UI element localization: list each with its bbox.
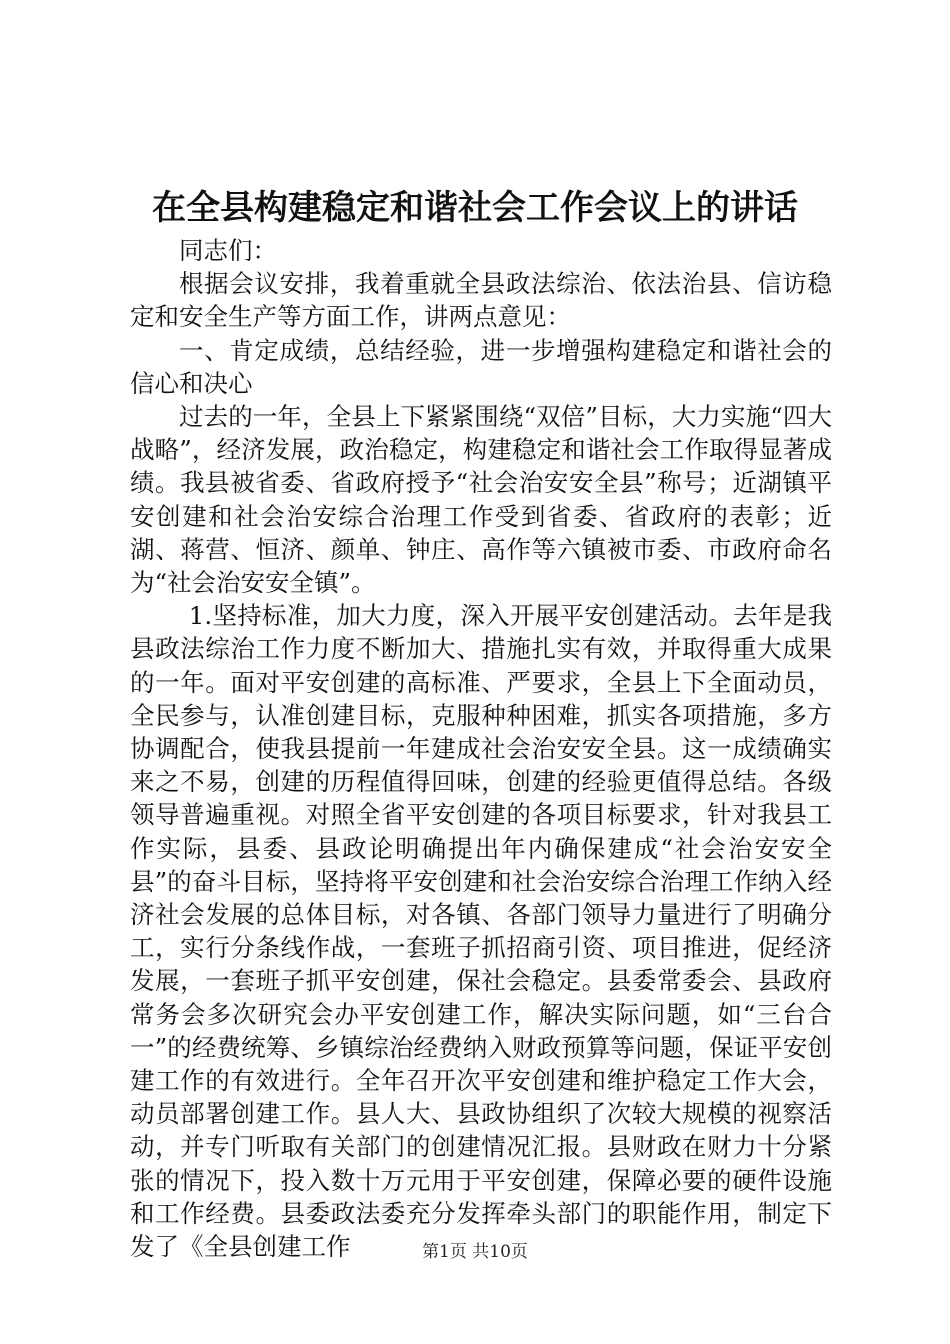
section-heading: 一、肯定成绩，总结经验，进一步增强构建稳定和谐社会的信心和决心 — [130, 335, 832, 398]
paragraph-intro: 根据会议安排，我着重就全县政法综治、依法治县、信访稳定和安全生产等方面工作，讲两点意见： — [130, 269, 832, 332]
paragraph-achievements: 过去的一年，全县上下紧紧围绕“双倍”目标，大力实施“四大战略”，经济发展，政治稳定，构建稳定和谐社会工作取得显著成绩。我县被省委、省政府授予“社会治安安全县”称号；近湖镇平安创建和社会治安综合治理工作受到省委、省政府的表彰；近湖、蒋营、恒济、颜单、钟庄、高作等六镇被市委、市政府命名为“社会治安安全镇”。 — [130, 402, 832, 598]
salutation: 同志们： — [179, 236, 277, 265]
page-footer: 第1页 共10页 — [422, 1242, 528, 1262]
document-title: 在全县构建稳定和谐社会工作会议上的讲话 — [152, 188, 798, 228]
document-body — [130, 234, 832, 1263]
paragraph-item-1: 1.坚持标准，加大力度，深入开展平安创建活动。去年是我县政法综治工作力度不断加大、措施扎实有效，并取得重大成果的一年。面对平安创建的高标准、严要求，全县上下全面动员，全民参与，认准创建目标，克服种种困难，抓实各项措施，多方协调配合，使我县提前一年建成社会治安安全县。这一成绩确实来之不易，创建的历程值得回味，创建的经验更值得总结。各级领导普遍重视。对照全省平安创建的各项目标要求，针对我县工作实际，县委、县政论明确提出年内确保建成“社会治安安全县”的奋斗目标，坚持将平安创建和社会治安综合治理工作纳入经济社会发展的总体目标，对各镇、各部门领导力量进行了明确分工，实行分条线作战，一套班子抓招商引资、项目推进，促经济发展，一套班子抓平安创建，保社会稳定。县委常委会、县政府常务会多次研究会办平安创建工作，解决实际问题，如“三台合一”的经费统筹、乡镇综治经费纳入财政预算等问题，保证平安创建工作的有效进行。全年召开次平安创建和维护稳定工作大会，动员部署创建工作。县人大、县政协组织了次较大规模的视察活动，并专门听取有关部门的创建情况汇报。县财政在财力十分紧张的情况下，投入数十万元用于平安创建，保障必要的硬件设施和工作经费。县委政法委充分发挥牵头部门的职能作用，制定下发了《全县创建工作 — [130, 601, 832, 1262]
